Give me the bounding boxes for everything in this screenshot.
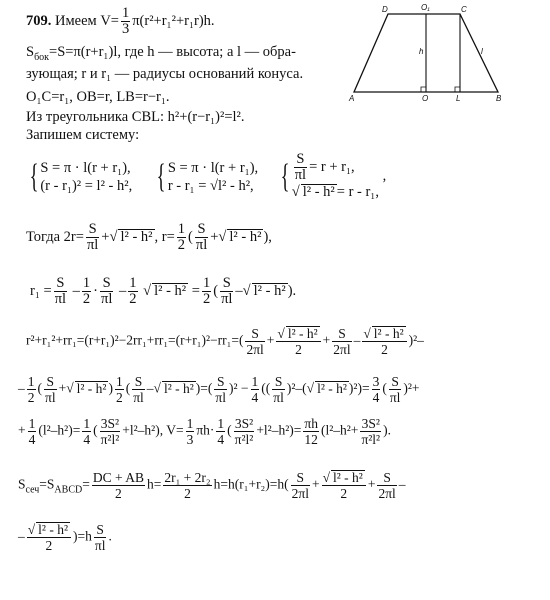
frac-s-2pil xyxy=(291,470,310,501)
v-lead: +l²–h²), V= xyxy=(122,422,184,438)
s-abcd-sub: ABCD xyxy=(54,484,83,496)
frac-s-pil-3 xyxy=(214,374,227,405)
frac-num: 1 xyxy=(177,221,186,237)
frac-den: πl xyxy=(215,390,226,405)
sys1-eq2: (r - r₁)² = l² - h², xyxy=(40,177,133,194)
frac-num: S xyxy=(272,374,285,390)
s-abcd: =S xyxy=(39,476,55,492)
label-A: A xyxy=(349,94,355,103)
then-tail: ), xyxy=(263,228,272,245)
frac-den: 2 xyxy=(129,291,137,307)
frac-num: S xyxy=(86,222,99,238)
frac-den: 2 xyxy=(115,390,123,405)
frac-den: 3 xyxy=(121,21,130,37)
frac-den: πl xyxy=(133,390,144,405)
h-eq: h= xyxy=(146,476,162,492)
r1-tail: ). xyxy=(287,282,297,299)
frustum-section-diagram xyxy=(348,2,508,104)
problem-line-3 xyxy=(26,66,303,83)
frac-s-2pil-2 xyxy=(377,470,396,501)
final-tail: )=h xyxy=(73,528,92,544)
eq-part-1: )=( xyxy=(195,380,213,396)
frac-s-2pil xyxy=(245,326,264,357)
frac-num: 1 xyxy=(27,374,35,389)
sqrt-arg: l² - h² xyxy=(317,380,347,396)
frac-half xyxy=(27,374,36,405)
frac-num: 3S² xyxy=(100,416,120,431)
sys3-eq2: √ l² - h² = r - r₁, xyxy=(291,184,379,200)
frac-3s2-2 xyxy=(234,416,255,447)
frac-one-third xyxy=(121,6,130,37)
frac-num: S xyxy=(214,374,227,390)
problem-number: 709. xyxy=(26,12,52,29)
frac-num: 1 xyxy=(82,275,91,291)
frac-num: 1 xyxy=(83,416,91,431)
frac-den: πl xyxy=(45,390,56,405)
frac-num: √ l² - h² xyxy=(362,326,406,342)
frac-den: π²l² xyxy=(100,432,120,447)
radii-relations: O₁C=r₁, OB=r, LB=r−r₁. xyxy=(26,89,170,105)
frac-num: S xyxy=(195,222,208,238)
label-D: D xyxy=(382,5,388,14)
frac-root-over-2 xyxy=(27,522,71,553)
problem-line-5 xyxy=(26,109,245,126)
s-lateral-sub: бок xyxy=(34,51,50,63)
volume-lead: Имеем V= xyxy=(55,12,119,29)
r-eq: , r= xyxy=(154,228,175,245)
eq-part-2: )² − xyxy=(228,380,249,396)
frac-3s2 xyxy=(100,416,121,447)
plus-sign: + xyxy=(101,228,110,245)
frac-num: 3S² xyxy=(234,416,254,431)
frac-half xyxy=(177,222,186,253)
triangle-relation: Из треугольника CBL: h²+(r−r₁)²=l². xyxy=(26,109,245,125)
problem-line-6 xyxy=(26,127,139,144)
frac-root-over-2b xyxy=(362,326,406,357)
frac-s-pil-2 xyxy=(195,222,208,253)
frac-num: S xyxy=(94,522,107,538)
frac-num: 3 xyxy=(372,374,380,389)
frac-den: 2 xyxy=(295,342,302,357)
frac-s-pil-3 xyxy=(220,276,233,307)
sqrt-arg: l² - h² xyxy=(163,380,194,396)
sys3-eq1 xyxy=(292,152,379,183)
lateral-formula: =S=π(r+r₁)l, где h — высота; a l — обра- xyxy=(49,44,296,60)
then-line: Тогда 2r= $\frac{S}{\pi l}$ +√ l² - h² , r= $\frac{1}{2}$ ( $\frac{S}{\pi l}$ +√ l² - h² ), xyxy=(26,221,272,253)
problem-line-2 xyxy=(26,44,296,66)
v-tail-b: ). xyxy=(383,422,391,438)
label-h: h xyxy=(419,47,424,56)
brace-3: { xyxy=(281,157,291,195)
frac-quarter-2 xyxy=(82,416,91,447)
frac-den: πl xyxy=(101,291,113,307)
frac-num: S xyxy=(294,152,307,168)
frac-half-2 xyxy=(128,276,137,307)
sys2-eq1: S = π · l(r + r₁), xyxy=(167,159,259,176)
frac-num: DC + AB xyxy=(92,470,144,485)
v-tail-a: (l²–h²+ xyxy=(320,422,359,438)
system-3 xyxy=(292,152,379,201)
frac-num: S xyxy=(100,276,113,292)
sys2-eq2: r - r₁ = √l² - h², xyxy=(167,177,254,194)
problem-line-4 xyxy=(26,89,170,106)
frac-den: 2 xyxy=(202,291,211,307)
frac-den: 2πl xyxy=(333,342,351,357)
eq-sign: = xyxy=(82,476,90,492)
frac-den: 4 xyxy=(251,390,259,405)
minus-end: – xyxy=(398,476,406,492)
sqrt-arg: l² - h² xyxy=(287,326,318,341)
frac-den: 2 xyxy=(340,486,348,501)
generatrix-text: зующая; r и r₁ — радиусы оснований конуса. xyxy=(26,66,304,82)
system-intro: Запишем систему: xyxy=(26,127,140,143)
frac-quarter xyxy=(28,416,37,447)
sqrt-arg: l² - h² xyxy=(333,470,363,485)
expansion-lead: r²+r₁²+rr₁=(r+r₁)²−2rr₁+rr₁=(r+r₁)²−rr₁=( xyxy=(26,332,244,348)
sys1-eq1: S = π · l(r + r₁), xyxy=(40,159,131,176)
eq-part-4: )²+ xyxy=(403,380,420,396)
frac-one-third xyxy=(186,416,195,447)
frac-3s2-3 xyxy=(360,416,381,447)
sqrt-arg: l² - h² xyxy=(302,184,335,200)
frac-s-pil xyxy=(294,152,307,183)
frac-den: π²l² xyxy=(361,432,381,447)
eq-part-3: )²)= xyxy=(348,380,370,396)
minus-start: – xyxy=(18,528,25,544)
frac-num: √ l² - h² xyxy=(322,470,366,486)
frac-den: πl xyxy=(195,237,208,253)
frac-num: S xyxy=(332,326,351,342)
frac-num: √ l² - h² xyxy=(276,326,320,342)
label-L: L xyxy=(456,94,461,103)
frac-den: πl xyxy=(54,291,67,307)
frac-den: 2 xyxy=(82,291,91,307)
frac-s-pil xyxy=(94,522,107,553)
frac-s-pil xyxy=(54,276,67,307)
label-l: l xyxy=(481,47,483,56)
final-dot: . xyxy=(108,528,112,544)
label-O: O xyxy=(422,94,429,103)
frac-den: 2πl xyxy=(246,342,264,357)
frac-num: 1 xyxy=(251,374,259,389)
frac-s-pil-2 xyxy=(132,374,145,405)
sqrt-arg: l² - h² xyxy=(120,228,153,245)
frac-num: √ l² - h² xyxy=(27,522,71,538)
frac-den: 4 xyxy=(28,432,36,447)
expansion-line-1: r²+r₁²+rr₁=(r+r₁)²−2rr₁+rr₁=(r+r₁)²−rr₁=( $\frac{S}{2\pi l}$ + $\frac{\text{√ l² - h²}}{2}$ + $\frac{S}{2\pi l}$ – $\frac{\text{√ l² - h²}}{2}$ )²– xyxy=(26,326,424,357)
frac-r-sum xyxy=(163,470,211,501)
s-lateral: S xyxy=(26,44,35,60)
frac-root-over-2 xyxy=(322,470,366,501)
system-1 xyxy=(40,159,132,195)
frac-dc-ab xyxy=(92,470,145,501)
frac-den: πl xyxy=(94,538,106,553)
frac-num: 1 xyxy=(115,374,123,389)
frac-den: 4 xyxy=(217,432,225,447)
systems-row xyxy=(26,152,386,201)
sqrt-arg: l² - h² xyxy=(229,228,262,245)
frac-num: S xyxy=(389,374,402,390)
r1-line: r₁ = $\frac{S}{\pi l}$ – $\frac{1}{2}$ · $\frac{S}{\pi l}$ – $\frac{1}{2}$ √ l² - h² = $\frac{1}{2}$ ( $\frac{S}{\pi l}$ –√ l² - h² ). xyxy=(30,275,297,307)
frac-num: S xyxy=(220,276,233,292)
frac-quarter-3 xyxy=(216,416,225,447)
sqrt-arg: l² - h² xyxy=(76,380,107,396)
frac-num: S xyxy=(377,470,396,486)
frac-den: πl xyxy=(221,291,233,307)
right-angle-L xyxy=(455,87,460,92)
frac-num: 1 xyxy=(121,5,130,21)
s-section: S xyxy=(18,476,26,492)
frac-num: πh xyxy=(304,416,318,431)
frac-den: 2πl xyxy=(378,486,396,501)
expansion-line-2: – $\frac{1}{2}$ ( $\frac{S}{\pi l}$ +√ l² - h² ) $\frac{1}{2}$ ( $\frac{S}{\pi l}$ –√ l² - h² )=( $\frac{S}{\pi l}$ )² − $\frac{1}{4}$ (( $\frac{S}{\pi l}$ )²–(√ l² - h² )²)= $\frac{3}{4}$ ( $\frac{S}{\pi l}$ )²+ xyxy=(18,374,420,405)
frac-num: 3S² xyxy=(361,416,380,431)
right-angle-O xyxy=(421,87,426,92)
sqrt-arg: l² - h² xyxy=(373,326,404,341)
frac-den: 2 xyxy=(184,486,191,501)
final-line xyxy=(18,522,112,553)
frac-num: 2r₁ + 2r₂ xyxy=(164,470,211,485)
brace-1: { xyxy=(29,157,39,195)
frac-quarter xyxy=(251,374,260,405)
frac-den: 2 xyxy=(45,538,53,553)
frac-s-2pil-2 xyxy=(332,326,351,357)
then-lead: Тогда 2r= xyxy=(26,228,84,245)
frac-half xyxy=(82,276,91,307)
frac-den: πl xyxy=(273,390,284,405)
expansion-tail: )²– xyxy=(408,332,424,348)
frac-num: 1 xyxy=(28,416,36,431)
frac-num: S xyxy=(291,470,310,486)
sqrt-arg: l² - h² xyxy=(38,522,69,537)
frac-half-3 xyxy=(202,276,211,307)
r1-lhs: r₁ = xyxy=(30,282,52,299)
frac-half-2 xyxy=(115,374,124,405)
volume-formula: π(r²+r₁²+r₁r)h. xyxy=(132,12,215,29)
frac-den: 4 xyxy=(83,432,91,447)
sqrt-arg: l² - h² xyxy=(253,282,286,299)
frac-num: 1 xyxy=(129,275,137,291)
frac-num: 1 xyxy=(202,275,211,291)
brace-2: { xyxy=(157,157,167,195)
frac-num: S xyxy=(245,326,264,342)
sqrt-arg: l² - h² xyxy=(154,282,187,299)
l-minus-h: (l²–h²)= xyxy=(38,422,81,438)
plus-sign: + xyxy=(210,228,219,245)
problem-line-1 xyxy=(26,6,215,37)
section-area-line: $S_{сеч}=S_{ABCD}=$ $\frac{DC + AB}{2}$ h= $\frac{\text{2r₁ + 2r₂}}{2}$ h=h(r₁+r₂)=h( $\frac{S}{2\pi l}$ + $\frac{\text{√ l² - h²}}{2}$ + $\frac{S}{2\pi l}$ – xyxy=(18,470,406,501)
sys3-eq2-tail: = r - r₁, xyxy=(336,184,379,200)
frac-num: S xyxy=(44,374,57,390)
system-comma: , xyxy=(382,167,387,184)
frac-num: S xyxy=(54,276,67,292)
frac-den: 2 xyxy=(115,486,122,501)
frac-den: πl xyxy=(86,237,99,253)
expansion-line-3: + $\frac{1}{4}$ (l²–h²)= $\frac{1}{4}$ ( $\frac{\text{3S²}}{\text{π²l²}}$ +l²–h²), V= $\frac{1}{3}$ πh· $\frac{1}{4}$ ( $\frac{\text{3S²}}{\text{π²l²}}$ +l²–h²)= $\frac{\pi h}{12}$ (l²–h²+ $\frac{\text{3S²}}{\text{π²l²}}$ ). xyxy=(18,416,391,447)
label-C: C xyxy=(461,5,467,14)
frac-s-pil-5 xyxy=(389,374,402,405)
frac-num: S xyxy=(132,374,145,390)
frac-num: 1 xyxy=(186,416,194,431)
frac-den: 4 xyxy=(372,390,380,405)
frac-den: 12 xyxy=(304,432,318,447)
frac-den: πl xyxy=(294,167,307,183)
frac-s-pil xyxy=(86,222,99,253)
frac-num: 1 xyxy=(217,416,225,431)
frac-den: π²l² xyxy=(234,432,254,447)
system-2 xyxy=(168,159,258,195)
frac-den: 2πl xyxy=(291,486,309,501)
s-section-sub: сеч xyxy=(25,484,40,496)
label-O1: O₁ xyxy=(421,3,430,12)
sys3-eq1-tail: = r + r₁, xyxy=(309,158,355,175)
frac-den: 3 xyxy=(186,432,194,447)
frac-root-over-2 xyxy=(276,326,320,357)
frac-den: 2 xyxy=(177,237,186,253)
label-B: B xyxy=(496,94,502,103)
frac-den: 2 xyxy=(27,390,35,405)
frac-pih-12 xyxy=(303,416,319,447)
section-tail: h=h(r₁+r₂)=h( xyxy=(213,476,289,492)
frac-den: 2 xyxy=(381,342,388,357)
frac-three-quarter xyxy=(372,374,381,405)
frac-s-pil-2 xyxy=(100,276,113,307)
frac-s-pil xyxy=(44,374,57,405)
frac-den: πl xyxy=(389,390,401,405)
frac-s-pil-4 xyxy=(272,374,285,405)
